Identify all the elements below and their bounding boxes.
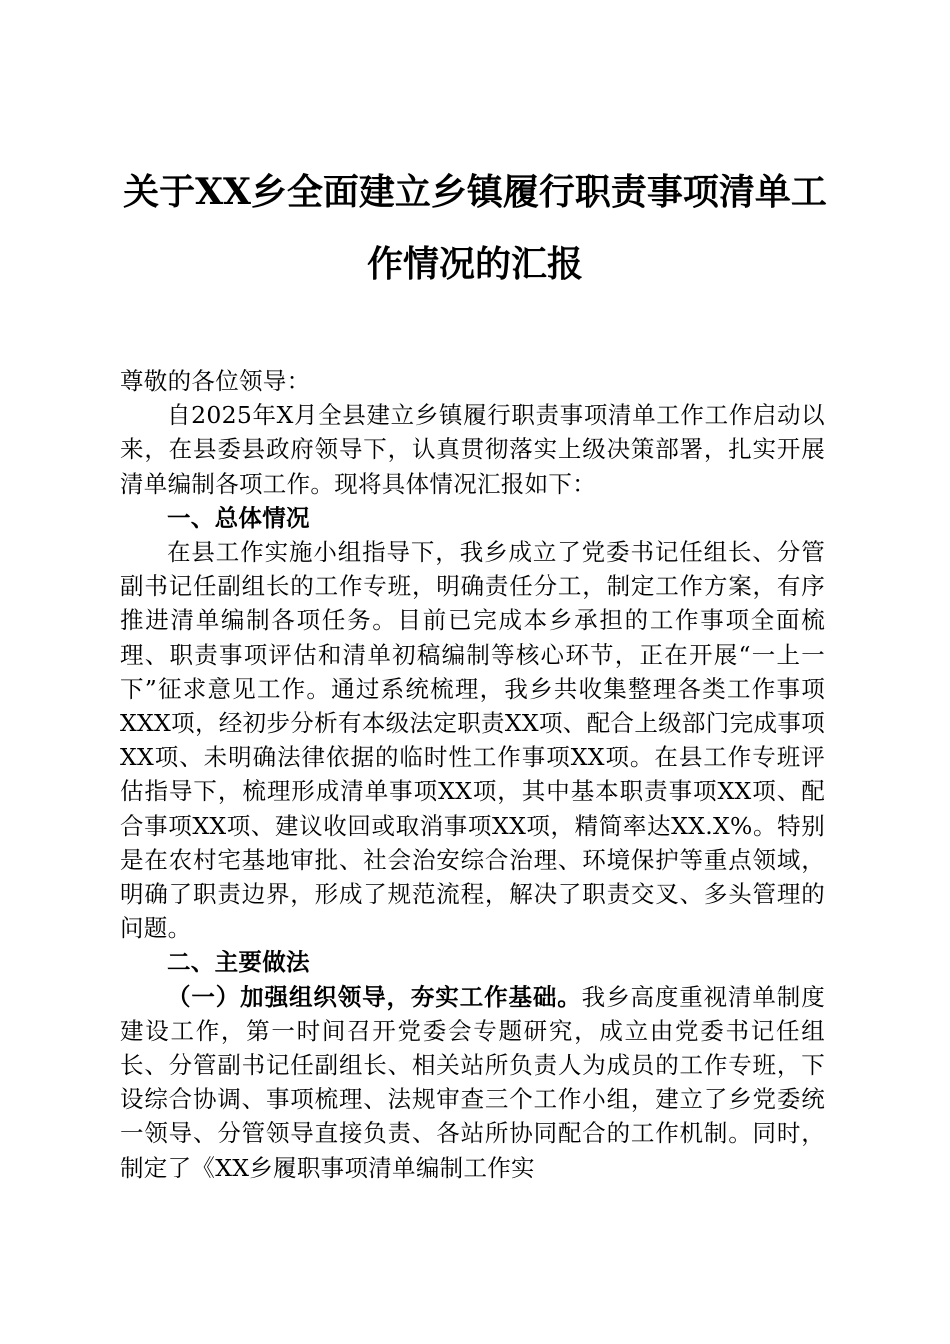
salutation: 尊敬的各位领导： <box>120 367 311 395</box>
section-heading-overview: 一、总体情况 <box>167 503 310 532</box>
document-title-line-1: 关于XX乡全面建立乡镇履行职责事项清单工 <box>123 171 827 213</box>
practice-paragraph-1 <box>120 980 825 1185</box>
section-heading-main-practices: 二、主要做法 <box>167 948 310 977</box>
document-title-line-2: 作情况的汇报 <box>366 243 583 285</box>
subsection-heading-organization: （一）加强组织领导，夯实工作基础。 <box>167 982 582 1011</box>
intro-paragraph: 自2025年X月全县建立乡镇履行职责事项清单工作工作启动以来，在县委县政府领导下，认真贯彻落实上级决策部署，扎实开展清单编制各项工作。现将具体情况汇报如下： <box>120 401 825 498</box>
overview-paragraph: 在县工作实施小组指导下，我乡成立了党委书记任组长、分管副书记任副组长的工作专班，明确责任分工，制定工作方案，有序推进清单编制各项任务。目前已完成本乡承担的工作事项全面梳理、职责事项评估和清单初稿编制等核心环节，正在开展“一上一下”征求意见工作。通过系统梳理，我乡共收集整理各类工作事项XXX项，经初步分析有本级法定职责XX项、配合上级部门完成事项XX项、未明确法律依据的临时性工作事项XX项。在县工作专班评估指导下，梳理形成清单事项XX项，其中基本职责事项XX项、配合事项XX项、建议收回或取消事项XX项，精简率达XX.X%。特别是在农村宅基地审批、社会治安综合治理、环境保护等重点领域，明确了职责边界，形成了规范流程，解决了职责交叉、多头管理的问题。 <box>120 538 825 943</box>
subsection-body-organization: 我乡高度重视清单制度建设工作，第一时间召开党委会专题研究，成立由党委书记任组长、分管副书记任副组长、相关站所负责人为成员的工作专班，下设综合协调、事项梳理、法规审查三个工作小组，建立了乡党委统一领导、分管领导直接负责、各站所协同配合的工作机制。同时，制定了《XX乡履职事项清单编制工作实 <box>120 982 825 1182</box>
document-body <box>120 364 825 1185</box>
